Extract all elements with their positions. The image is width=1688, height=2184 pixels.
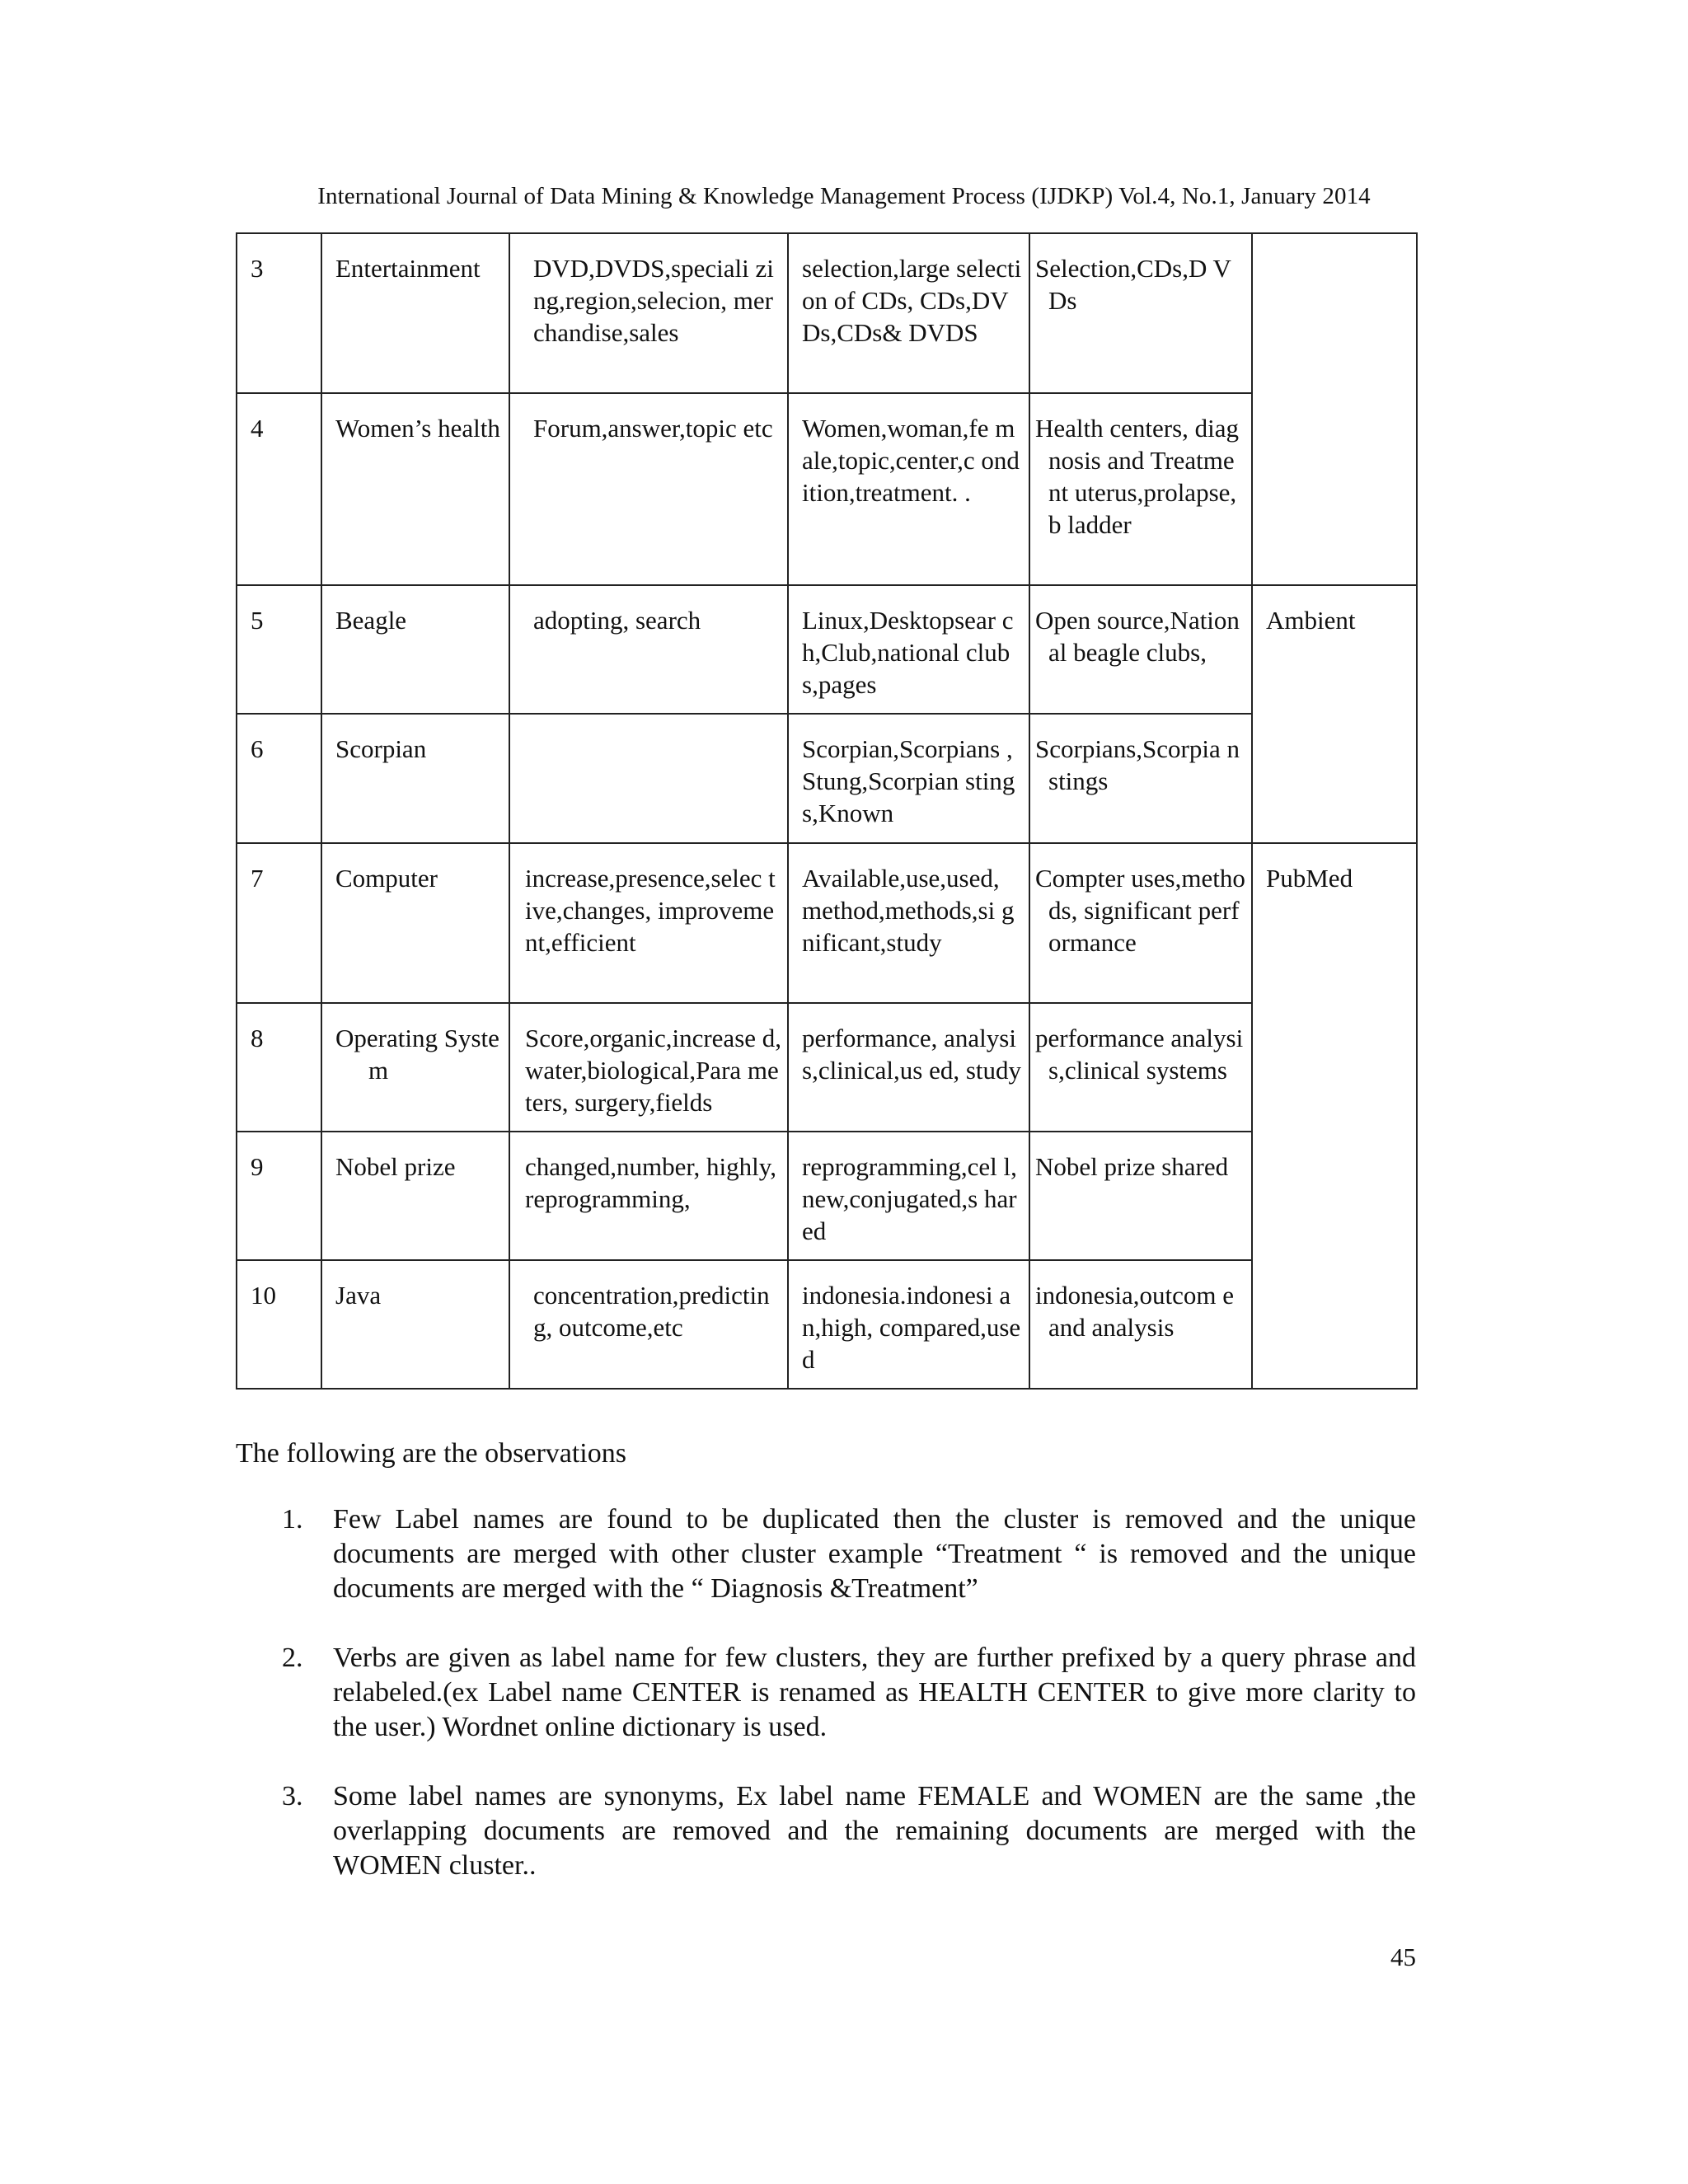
journal-header: International Journal of Data Mining & Knowledge Management Process (IJDKP) Vol.4, No.1, January 2014 [317, 183, 1371, 209]
page-number: 45 [1390, 1943, 1416, 1971]
cluster-label-table [236, 232, 1418, 1390]
cell-topic [321, 585, 509, 714]
cell-topic [321, 714, 509, 843]
cell-labels: Available,use,used, method,methods,si gnificant,study [788, 843, 1029, 1003]
final-labels-text: Selection,CDs,D VDs [1035, 254, 1231, 315]
dataset-labels-text: concentration,predictin g, outcome,etc [533, 1281, 770, 1342]
cell-final-labels [1029, 714, 1252, 843]
cell-source-blank [1252, 233, 1417, 585]
dataset-labels-text: DVD,DVDS,speciali zing,region,selecion, merchandise,sales [533, 254, 774, 347]
table-row [237, 585, 1417, 714]
topic-text: Computer [335, 864, 438, 893]
cell-number: 3 [237, 233, 321, 393]
topic-text: Entertainment [335, 254, 481, 283]
list-item [236, 1641, 1416, 1745]
table-row [237, 714, 1417, 843]
cell-final-labels [1029, 393, 1252, 585]
list-item-text: Verbs are given as label name for few clusters, they are further prefixed by a query phrase and relabeled.(ex Label name CENTER is renamed as HEALTH CENTER to give more clarity to the user.) Wordnet online dictionary is used. [333, 1643, 1416, 1742]
final-labels-text: Compter uses,methods, significant performance [1035, 864, 1245, 957]
final-labels-text: indonesia,outcom e and analysis [1035, 1281, 1235, 1342]
cell-dataset-labels: Score,organic,increase d,water,biological,Para meters, surgery,fields [509, 1003, 788, 1132]
cell-number: 7 [237, 843, 321, 1003]
final-labels-text: Open source,National beagle clubs, [1035, 606, 1240, 667]
table-row [237, 393, 1417, 585]
list-item [236, 1502, 1416, 1606]
cell-final-labels [1029, 233, 1252, 393]
dataset-labels-text: Forum,answer,topic etc [533, 414, 773, 443]
cell-dataset-labels [509, 585, 788, 714]
cell-final-labels [1029, 1132, 1252, 1260]
cell-dataset-labels [509, 714, 788, 843]
cell-labels: Women,woman,fe male,topic,center,c ondition,treatment. . [788, 393, 1029, 585]
list-item-number: 1. [282, 1504, 303, 1535]
cell-final-labels [1029, 1260, 1252, 1389]
cell-topic [321, 1260, 509, 1389]
cell-dataset-labels: changed,number, highly, reprogramming, [509, 1132, 788, 1260]
topic-text: Operating System [335, 1024, 499, 1085]
topic-text: Women’s health [335, 414, 500, 443]
cell-dataset-labels [509, 393, 788, 585]
final-labels-text: performance analysis,clinical systems [1035, 1024, 1244, 1085]
list-item [236, 1779, 1416, 1883]
cell-topic [321, 233, 509, 393]
table-row [237, 1132, 1417, 1260]
topic-text: Java [335, 1281, 382, 1310]
cell-final-labels [1029, 585, 1252, 714]
cell-labels: Scorpian,Scorpians ,Stung,Scorpian stings,Known [788, 714, 1029, 843]
cell-topic [321, 393, 509, 585]
table-row [237, 1260, 1417, 1389]
list-item-number: 3. [282, 1781, 303, 1811]
cell-topic [321, 1003, 509, 1132]
observations-intro: The following are the observations [236, 1438, 626, 1469]
cell-topic [321, 1132, 509, 1260]
cell-number: 4 [237, 393, 321, 585]
topic-text: Nobel prize [335, 1152, 456, 1181]
topic-text: Scorpian [335, 734, 427, 763]
cell-final-labels [1029, 1003, 1252, 1132]
cell-labels: reprogramming,cel l,new,conjugated,s hared [788, 1132, 1029, 1260]
cell-topic [321, 843, 509, 1003]
list-item-number: 2. [282, 1643, 303, 1673]
table-row [237, 1003, 1417, 1132]
dataset-labels-text: adopting, search [533, 606, 701, 635]
cell-labels: selection,large selection of CDs, CDs,DVDs,CDs& DVDS [788, 233, 1029, 393]
cell-dataset-labels [509, 1260, 788, 1389]
cell-source-ambient: Ambient [1252, 585, 1417, 843]
cell-number: 8 [237, 1003, 321, 1132]
cell-source-pubmed: PubMed [1252, 843, 1417, 1389]
final-labels-text: Scorpians,Scorpia n stings [1035, 734, 1240, 795]
cell-labels: performance, analysis,clinical,us ed, study [788, 1003, 1029, 1132]
cell-number: 9 [237, 1132, 321, 1260]
list-item-text: Few Label names are found to be duplicated then the cluster is removed and the unique documents are merged with other cluster example “Treatment “ is removed and the unique documents are merged with the “ Diagnosis &Treatment” [333, 1504, 1416, 1604]
topic-text: Beagle [335, 606, 407, 635]
cell-number: 5 [237, 585, 321, 714]
cell-final-labels [1029, 843, 1252, 1003]
final-labels-text: Nobel prize shared [1035, 1152, 1229, 1181]
observations-list [236, 1502, 1416, 1918]
cell-dataset-labels: increase,presence,selec tive,changes, improvement,efficient [509, 843, 788, 1003]
list-item-text: Some label names are synonyms, Ex label name FEMALE and WOMEN are the same ,the overlapping documents are removed and the remaining documents are merged with the WOMEN cluster.. [333, 1781, 1416, 1881]
cell-labels: Linux,Desktopsear ch,Club,national clubs,pages [788, 585, 1029, 714]
cell-labels: indonesia.indonesi an,high, compared,used [788, 1260, 1029, 1389]
cell-number: 10 [237, 1260, 321, 1389]
cell-number: 6 [237, 714, 321, 843]
final-labels-text: Health centers, diagnosis and Treatment uterus,prolapse,b ladder [1035, 414, 1240, 539]
cell-dataset-labels [509, 233, 788, 393]
table-row [237, 843, 1417, 1003]
table-row [237, 233, 1417, 393]
